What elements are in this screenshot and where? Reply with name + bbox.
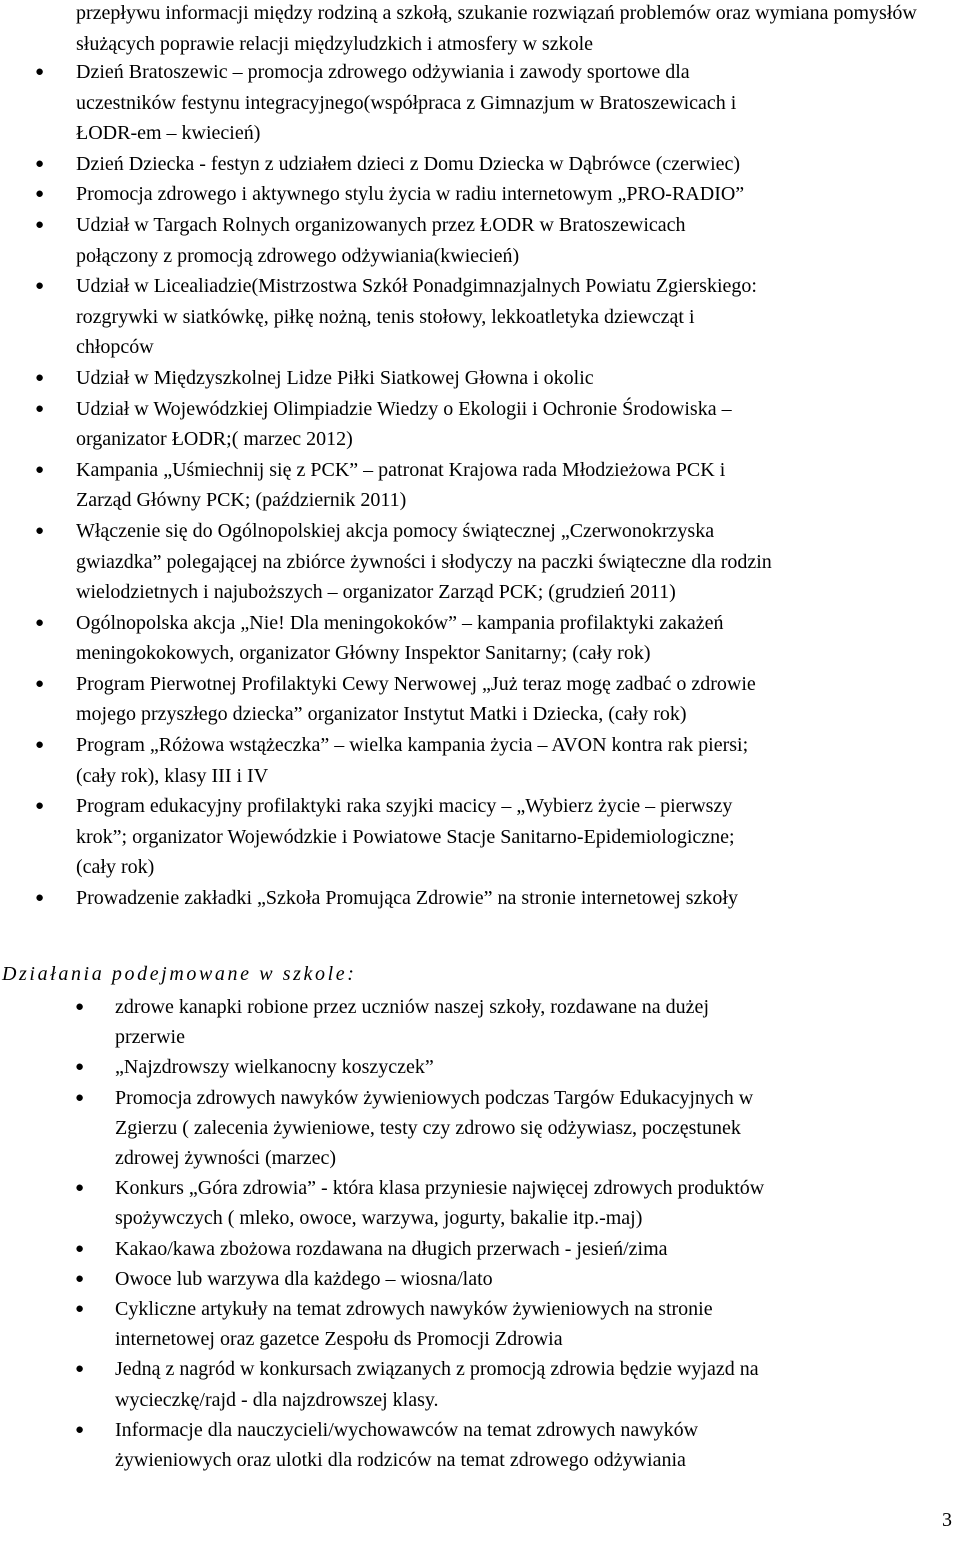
list-item: [0, 608, 960, 669]
list-item-text: Cykliczne artykuły na temat zdrowych nawyków żywieniowych na stronie internetowej oraz gazetce Zespołu ds Promocji Zdrowia: [115, 1298, 713, 1351]
events-list: [0, 57, 960, 914]
bullet-icon: ●: [35, 155, 45, 172]
bullet-icon: ●: [35, 522, 45, 539]
list-item-text: Udział w Wojewódzkiej Olimpiadzie Wiedzy o Ekologii i Ochronie Środowiska – organizator ŁODR;( marzec 2012): [76, 397, 732, 451]
bullet-icon: ●: [35, 216, 45, 233]
bullet-icon: ●: [75, 1421, 85, 1438]
list-item-text: Dzień Dziecka - festyn z udziałem dzieci z Domu Dziecka w Dąbrówce (czerwiec): [76, 152, 741, 175]
list-item-text: Dzień Bratoszewic – promocja zdrowego odżywiania i zawody sportowe dla uczestników festynu integracyjnego(współpraca z Gimnazjum w Bratoszewicach i ŁODR-em – kwiecień): [76, 61, 737, 145]
list-item: [0, 1083, 960, 1174]
list-item: [0, 791, 960, 883]
list-item-text: „Najzdrowszy wielkanocny koszyczek”: [115, 1056, 434, 1079]
list-item: [0, 1052, 960, 1082]
list-item-text: Promocja zdrowego i aktywnego stylu życia w radiu internetowym „PRO-RADIO”: [76, 183, 745, 206]
list-item: [0, 179, 960, 210]
list-item: [0, 883, 960, 914]
bullet-icon: ●: [35, 278, 45, 295]
list-item-text: Konkurs „Góra zdrowia” - która klasa przyniesie najwięcej zdrowych produktów spożywczych ( mleko, owoce, warzywa, jogurty, bakalie itp.-maj): [115, 1177, 765, 1230]
list-item-text: Owoce lub warzywa dla każdego – wiosna/lato: [115, 1267, 493, 1290]
list-item-text: Program edukacyjny profilaktyki raka szyjki macicy – „Wybierz życie – pierwszy krok”; organizator Wojewódzkie i Powiatowe Stacje Sanitarno-Epidemiologiczne; (cały rok): [76, 795, 735, 879]
list-item: [0, 516, 960, 608]
school-activities-list: [0, 992, 960, 1475]
list-item: [0, 1173, 960, 1233]
bullet-icon: ●: [75, 999, 85, 1015]
continuation-paragraph: przepływu informacji między rodziną a szkołą, szukanie rozwiązań problemów oraz wymiana pomysłów służących poprawie relacji międzyludzkich i atmosfery w szkole: [76, 2, 917, 55]
list-item-text: Kakao/kawa zbożowa rozdawana na długich przerwach - jesień/zima: [115, 1237, 668, 1260]
page-number: 3: [942, 1509, 952, 1531]
section-heading: Działania podejmowane w szkole:: [2, 963, 357, 985]
list-item: [0, 363, 960, 394]
list-item: [0, 1354, 960, 1414]
list-item: [0, 271, 960, 363]
bullet-icon: ●: [75, 1361, 85, 1378]
list-item-text: Jedną z nagród w konkursach związanych z promocją zdrowia będzie wyjazd na wycieczkę/rajd - dla najzdrowszej klasy.: [115, 1358, 759, 1411]
list-item-text: Udział w Międzyszkolnej Lidze Piłki Siatkowej Głowna i okolic: [76, 366, 594, 389]
list-item: [0, 1264, 960, 1294]
list-item-text: Informacje dla nauczycieli/wychowawców na temat zdrowych nawyków żywieniowych oraz ulotki dla rodziców na temat zdrowego odżywiania: [115, 1418, 699, 1472]
bullet-icon: ●: [35, 369, 45, 386]
list-item: [0, 149, 960, 180]
bullet-icon: ●: [75, 1301, 85, 1318]
list-item: [0, 1415, 960, 1475]
bullet-icon: ●: [75, 1089, 85, 1106]
bullet-icon: ●: [75, 1059, 85, 1076]
list-item-text: Promocja zdrowych nawyków żywieniowych podczas Targów Edukacyjnych w Zgierzu ( zalecenia żywieniowe, testy czy zdrowo się odżywiasz, poczęstunek zdrowej żywności (marzec): [115, 1086, 754, 1170]
bullet-icon: ●: [75, 1270, 85, 1287]
list-item: [0, 210, 960, 271]
list-item-text: Kampania „Uśmiechnij się z PCK” – patronat Krajowa rada Młodzieżowa PCK i Zarząd Główny PCK; (październik 2011): [76, 458, 726, 512]
list-item-text: Prowadzenie zakładki „Szkoła Promująca Zdrowie” na stronie internetowej szkoły: [76, 887, 738, 910]
list-item-text: zdrowe kanapki robione przez uczniów naszej szkoły, rozdawane na dużej przerwie: [115, 996, 709, 1049]
list-item: [0, 394, 960, 455]
bullet-icon: ●: [35, 461, 45, 478]
list-item: [0, 730, 960, 791]
bullet-icon: ●: [35, 64, 45, 80]
list-item: [0, 992, 960, 1052]
list-item: [0, 1294, 960, 1354]
bullet-icon: ●: [35, 737, 45, 754]
list-item-text: Ogólnopolska akcja „Nie! Dla meningokoków” – kampania profilaktyki zakażeń meningokokowych, organizator Główny Inspektor Sanitarny; (cały rok): [76, 611, 724, 665]
list-item: [0, 669, 960, 730]
list-item: [0, 455, 960, 516]
list-item-text: Udział w Targach Rolnych organizowanych przez ŁODR w Bratoszewicach połączony z promocją zdrowego odżywiania(kwiecień): [76, 213, 686, 267]
list-item-text: Włączenie się do Ogólnopolskiej akcja pomocy świątecznej „Czerwonokrzyska gwiazdka” polegającej na zbiórce żywności i słodyczy na paczki świąteczne dla rodzin wielodzietnych i najuboższych – organizator Zarząd PCK; (grudzień 2011): [76, 519, 772, 604]
bullet-icon: ●: [35, 400, 45, 417]
bullet-icon: ●: [35, 186, 45, 203]
list-item: [0, 57, 960, 149]
list-item-text: Udział w Licealiadzie(Mistrzostwa Szkół Ponadgimnazjalnych Powiatu Zgierskiego: rozgrywki w siatkówkę, piłkę nożną, tenis stołowy, lekkoatletyka dziewcząt i chłopców: [76, 275, 757, 359]
bullet-icon: ●: [35, 890, 45, 907]
bullet-icon: ●: [35, 614, 45, 631]
bullet-icon: ●: [75, 1180, 85, 1197]
list-item: [0, 1234, 960, 1264]
bullet-icon: ●: [35, 675, 45, 692]
list-item-text: Program Pierwotnej Profilaktyki Cewy Nerwowej „Już teraz mogę zadbać o zdrowie mojego przyszłego dziecka” organizator Instytut Matki i Dziecka, (cały rok): [76, 672, 756, 726]
list-item-text: Program „Różowa wstążeczka” – wielka kampania życia – AVON kontra rak piersi; (cały rok), klasy III i IV: [76, 734, 749, 787]
bullet-icon: ●: [35, 798, 45, 815]
bullet-icon: ●: [75, 1240, 85, 1257]
